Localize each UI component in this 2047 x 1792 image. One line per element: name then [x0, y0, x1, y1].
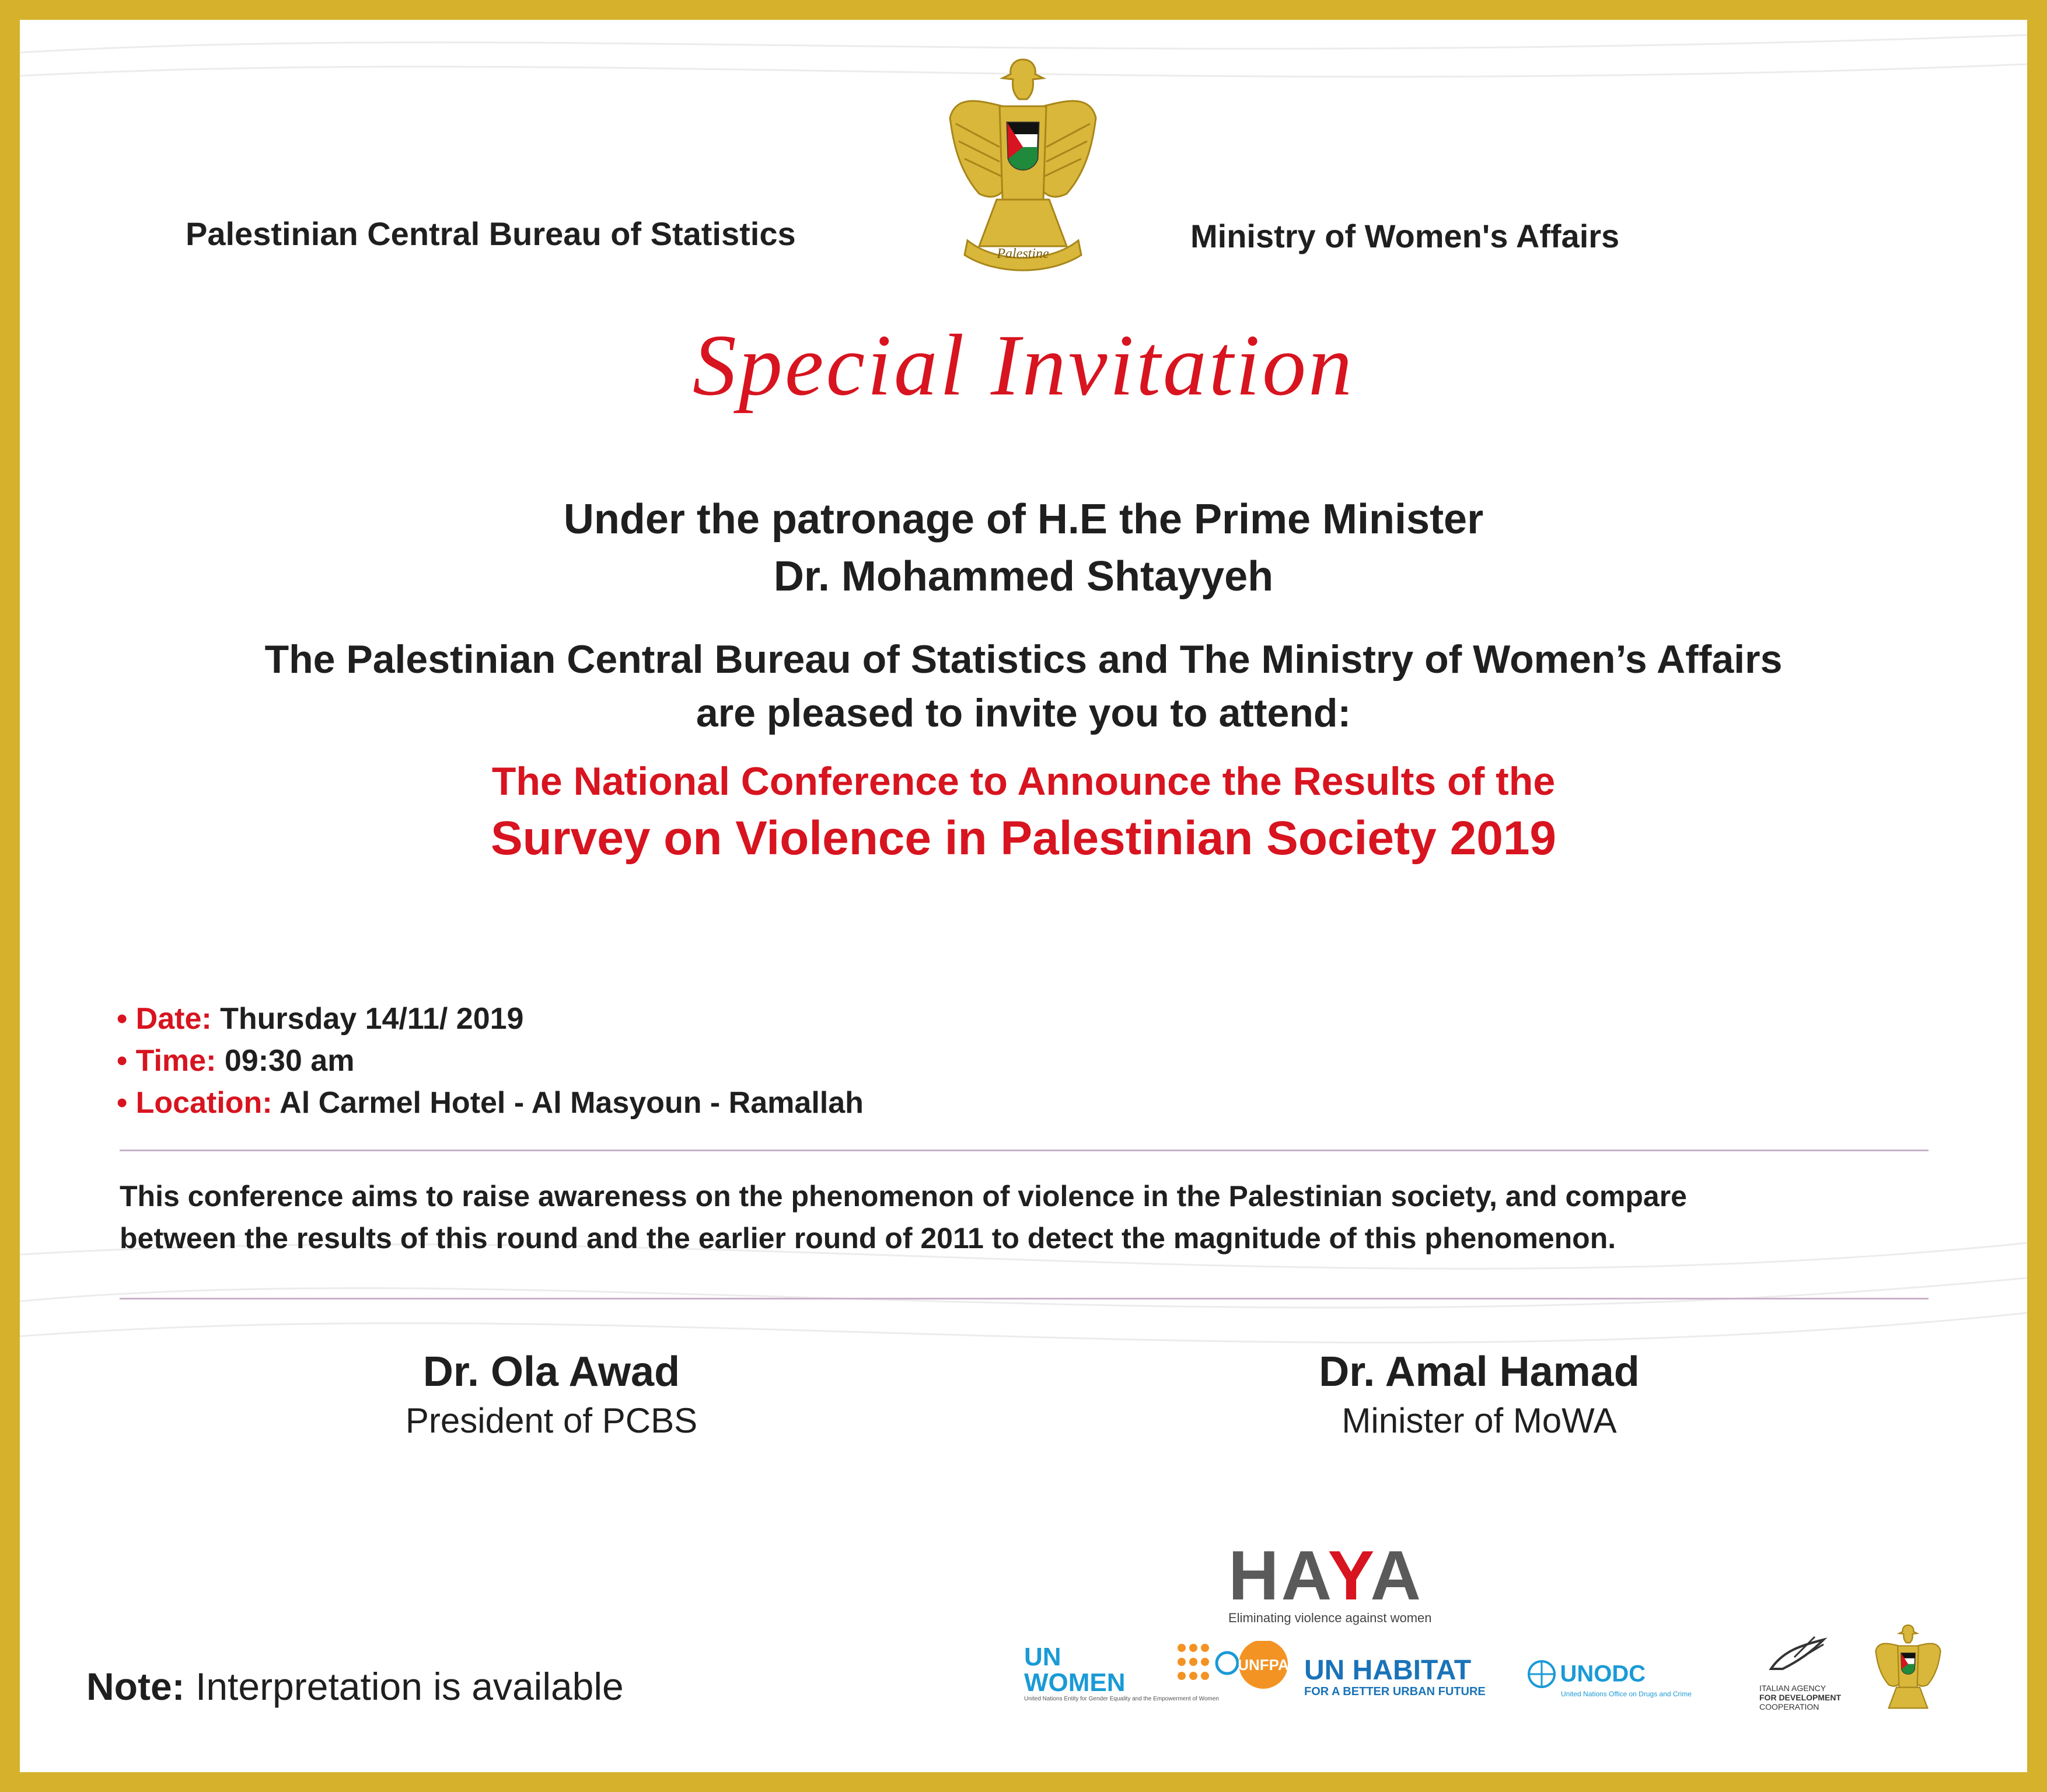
detail-date-value: Thursday 14/11/ 2019 [220, 1002, 524, 1036]
unfpa-logo [1176, 1641, 1298, 1708]
note-text: Interpretation is available [184, 1665, 624, 1708]
emblem-label: Palestine [997, 246, 1049, 261]
note-label: Note: [86, 1665, 185, 1708]
aim-text [120, 1175, 1940, 1259]
italian-agency-line1: ITALIAN AGENCY [1759, 1683, 1826, 1693]
italian-agency-line2: FOR DEVELOPMENT [1759, 1693, 1842, 1702]
signatory-left [318, 1348, 785, 1441]
signatory-left-role: President of PCBS [405, 1401, 698, 1440]
header-left-org: Palestinian Central Bureau of Statistics [186, 215, 796, 252]
page-title: Special Invitation [692, 317, 1355, 414]
palestine-eagle-emblem [944, 54, 1102, 275]
detail-time-label: Time: [135, 1044, 216, 1078]
aim-line-1: This conference aims to raise awareness on the phenomenon of violence in the Palestinian society, and compare [120, 1180, 1687, 1213]
unhabitat-sub: FOR A BETTER URBAN FUTURE [1304, 1685, 1486, 1698]
unfpa-mark-icon [1176, 1641, 1298, 1705]
unhabitat-logo [1304, 1656, 1514, 1699]
detail-time: • Time: 09:30 am [117, 1044, 355, 1078]
aim-line-2: between the results of this round and the earlier round of 2011 to detect the magnitude of this phenomenon. [120, 1222, 1616, 1255]
detail-location-value: Al Carmel Hotel - Al Masyoun - Ramallah [280, 1086, 864, 1120]
detail-date: • Date: Thursday 14/11/ 2019 [117, 1002, 524, 1036]
invite-line-2: are pleased to invite you to attend: [696, 691, 1351, 735]
detail-date-label: Date: [135, 1002, 212, 1036]
divider-bottom [120, 1298, 1929, 1300]
un-globe-icon [1526, 1658, 1557, 1690]
unwomen-logo: UN WOMEN United Nations Entity for Gender Equality and the Empowerment of Women [1024, 1643, 1219, 1702]
hayat-tagline: Eliminating violence against women [1228, 1611, 1432, 1625]
header-right-org: Ministry of Women's Affairs [1190, 218, 1620, 254]
hayat-logo: HAYA Eliminating violence against women [1228, 1536, 1432, 1625]
signatory-right-role: Minister of MoWA [1342, 1401, 1617, 1440]
signatory-left-name: Dr. Ola Awad [422, 1349, 680, 1395]
detail-location: • Location: Al Carmel Hotel - Al Masyoun - Ramallah [117, 1086, 864, 1120]
event-line-2: Survey on Violence in Palestinian Society 2019 [490, 812, 1557, 865]
unfpa-name: UNFPA [1238, 1656, 1289, 1674]
detail-time-value: 09:30 am [224, 1044, 355, 1078]
invite-line-1: The Palestinian Central Bureau of Statistics and The Ministry of Women’s Affairs [264, 637, 1783, 682]
patronage-line-1: Under the patronage of H.E the Prime Minister [563, 496, 1484, 543]
detail-location-label: Location: [135, 1086, 273, 1120]
interpretation-note [86, 1664, 624, 1709]
italian-agency-logo [1759, 1628, 1864, 1711]
divider-top [120, 1150, 1929, 1151]
event-line-1: The National Conference to Announce the Results of the [491, 759, 1556, 804]
unodc-name: UNODC [1560, 1661, 1646, 1687]
dove-icon [1759, 1628, 1835, 1681]
unodc-logo [1526, 1658, 1736, 1698]
event-details [117, 998, 864, 1124]
unwomen-sub: United Nations Entity for Gender Equality and the Empowerment of Women [1024, 1696, 1219, 1702]
palestine-eagle-small-emblem [1873, 1622, 1943, 1721]
patronage-line-2: Dr. Mohammed Shtayyeh [773, 553, 1274, 600]
unhabitat-name: UN HABITAT [1304, 1655, 1472, 1686]
signatory-right [1246, 1348, 1713, 1441]
italian-agency-line3: COOPERATION [1759, 1702, 1819, 1711]
unodc-sub: United Nations Office on Drugs and Crime [1561, 1690, 1692, 1698]
signatory-right-name: Dr. Amal Hamad [1319, 1349, 1640, 1395]
